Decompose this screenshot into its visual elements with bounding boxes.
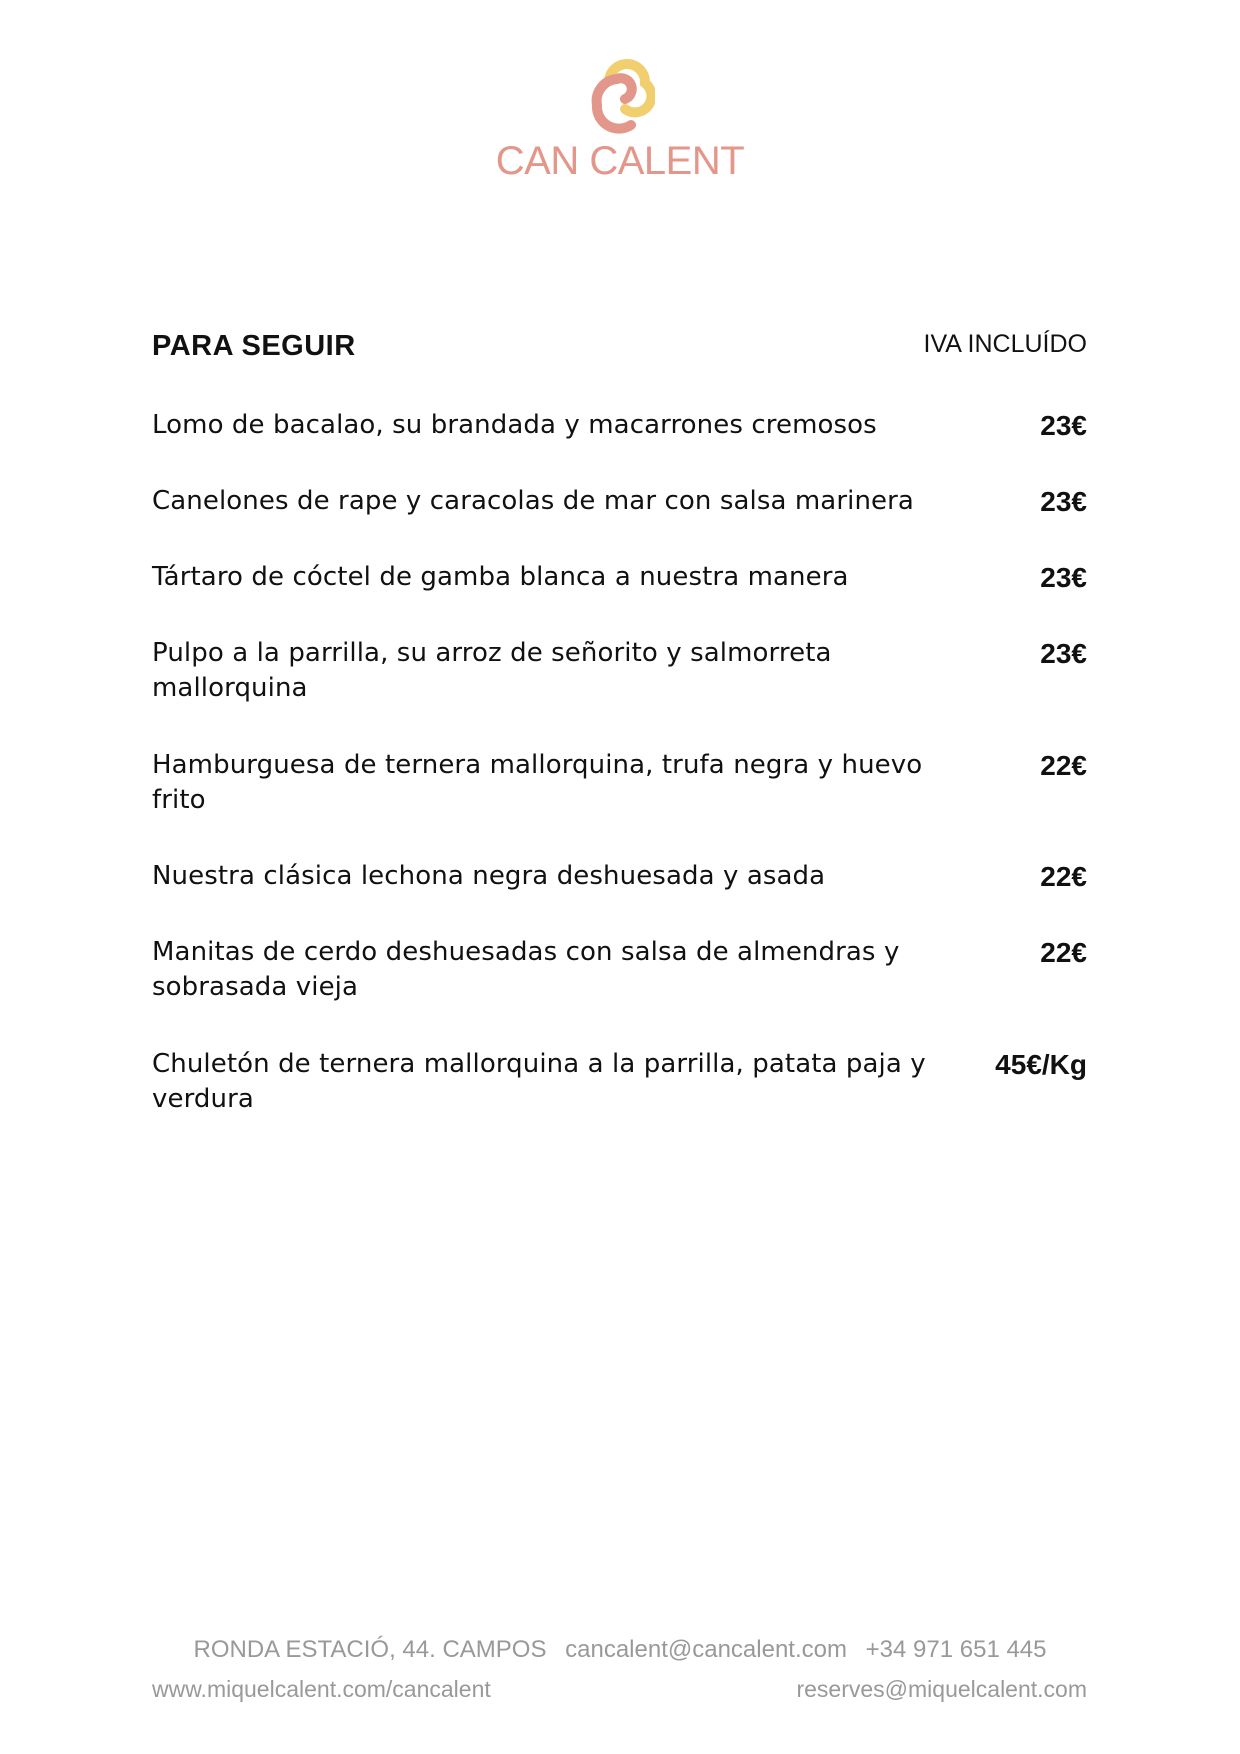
- menu-item: [152, 560, 1087, 595]
- brand-name: CAN CALENT: [495, 139, 745, 183]
- dish-name: Pulpo a la parrilla, su arroz de señorito y salmorreta mallorquina: [152, 638, 832, 703]
- menu-item: [152, 408, 1087, 443]
- header: [0, 55, 1240, 185]
- address: RONDA ESTACIÓ, 44. CAMPOS: [193, 1636, 547, 1663]
- dish-name: Manitas de cerdo deshuesadas con salsa de almendras y sobrasada vieja: [152, 937, 900, 1002]
- dish-price: 22€: [1040, 861, 1087, 892]
- menu-item: [152, 484, 1087, 519]
- dish-price: 23€: [1040, 562, 1087, 593]
- menu-item: [152, 748, 1087, 818]
- email-link[interactable]: cancalent@cancalent.com: [565, 1636, 847, 1663]
- dish-name: Hamburguesa de ternera mallorquina, trufa negra y huevo frito: [152, 750, 923, 815]
- dish-name: Lomo de bacalao, su brandada y macarrones cremosos: [152, 410, 877, 440]
- menu-item: [152, 636, 1087, 706]
- tax-note: IVA INCLUÍDO: [923, 330, 1087, 358]
- dish-name: Chuletón de ternera mallorquina a la parrilla, patata paja y verdura: [152, 1049, 926, 1114]
- reservations-email-link[interactable]: reserves@miquelcalent.com: [796, 1676, 1087, 1702]
- website-link[interactable]: www.miquelcalent.com/cancalent: [152, 1676, 491, 1702]
- section-title: PARA SEGUIR: [152, 330, 356, 362]
- dish-price: 23€: [1040, 638, 1087, 669]
- dish-price: 23€: [1040, 410, 1087, 441]
- dish-price: 45€/Kg: [995, 1049, 1087, 1080]
- dish-name: Canelones de rape y caracolas de mar con salsa marinera: [152, 486, 914, 516]
- dish-name: Tártaro de cóctel de gamba blanca a nuestra manera: [152, 562, 849, 592]
- menu-item: [152, 935, 1087, 1005]
- menu-item: [152, 1047, 1087, 1117]
- intertwined-c-logo-icon: [585, 55, 655, 135]
- dish-name: Nuestra clásica lechona negra deshuesada y asada: [152, 861, 826, 891]
- menu-item: [152, 859, 1087, 894]
- dish-price: 22€: [1040, 937, 1087, 968]
- footer-contact-line: [0, 1636, 1240, 1664]
- phone-number[interactable]: +34 971 651 445: [865, 1636, 1047, 1663]
- dish-price: 23€: [1040, 486, 1087, 517]
- dish-price: 22€: [1040, 750, 1087, 781]
